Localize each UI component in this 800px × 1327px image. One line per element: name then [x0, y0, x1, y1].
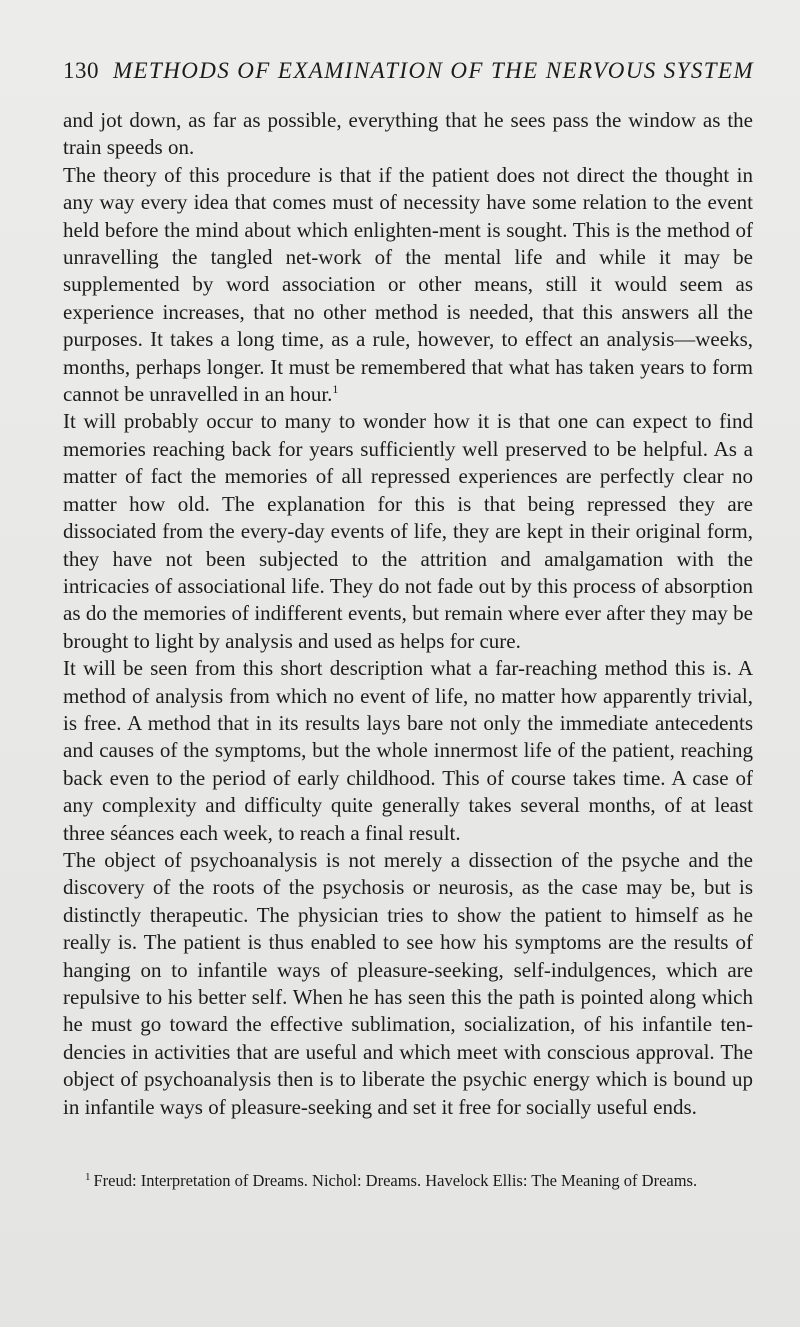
- running-head-title: METHODS OF EXAMINATION OF THE NERVOUS SYSTEM: [113, 58, 755, 83]
- footnote-reference: 1: [332, 382, 339, 397]
- paragraph-2-text: The theory of this procedure is that if the patient does not direct the thought in any way every idea that comes must of necessity have some relation to the event held before the mind about which enlighten-ment is sought. This is the method of unravelling the tangled net-work of the mental life and while it may be supplemented by word association or other means, still it would seem as experience increases, that no other method is needed, that this answers all the purposes. It takes a long time, as a rule, however, to effect an analysis—weeks, months, perhaps longer. It must be remembered that what has taken years to form cannot be unravelled in an hour.: [63, 162, 753, 407]
- page-number: 130: [63, 58, 99, 83]
- running-head: [63, 58, 753, 90]
- paragraph-4: It will be seen from this short description what a far-reaching method this is. A method of analysis from which no event of life, no matter how apparently trivial, is free. A method that in its results lays bare not only the immediate antecedents and causes of the symptoms, but the whole innermost life of the patient, reaching back even to the period of early childhood. This of course takes time. A case of any complexity and difficulty quite generally takes several months, of at least three séances each week, to reach a final result.: [63, 656, 753, 845]
- paragraph-1: and jot down, as far as possible, everything that he sees pass the window as the train speeds on.: [63, 108, 753, 160]
- footnote-text: Freud: Interpretation of Dreams. Nichol: Dreams. Havelock Ellis: The Meaning of Dreams.: [93, 1171, 698, 1190]
- footnote-number: 1: [85, 1170, 91, 1183]
- paragraph-3: It will probably occur to many to wonder how it is that one can expect to find memories reaching back for years sufficiently well preserved to be helpful. As a matter of fact the memories of all repressed experiences are perfectly clear no matter how old. The explanation for this is that being repressed they are dissociated from the every-day events of life, they are kept in their original form, they have not been subjected to the attrition and amalgamation with the intricacies of associational life. They do not fade out by this process of absorption as do the memories of indifferent events, but remain where ever after they may be brought to light by analysis and used as helps for cure.: [63, 409, 753, 653]
- paragraph-2: [63, 162, 753, 409]
- paragraph-5: The object of psychoanalysis is not merely a dissection of the psyche and the discovery of the roots of the psychosis or neurosis, as the case may be, but is distinctly therapeutic. The physician tries to show the patient to himself as he really is. The patient is thus enabled to see how his symptoms are the results of hanging on to infantile ways of pleasure-seeking, self-indulgences, which are repulsive to his better self. When he has seen this the path is pointed along which he must go toward the effective sublimation, socialization, of his infantile ten-dencies in activities that are useful and which meet with conscious approval. The object of psychoanalysis then is to liberate the psychic energy which is bound up in infantile ways of pleasure-seeking and set it free for socially useful ends.: [63, 847, 753, 1119]
- footnote: [63, 1170, 753, 1191]
- body-text: [63, 107, 753, 1121]
